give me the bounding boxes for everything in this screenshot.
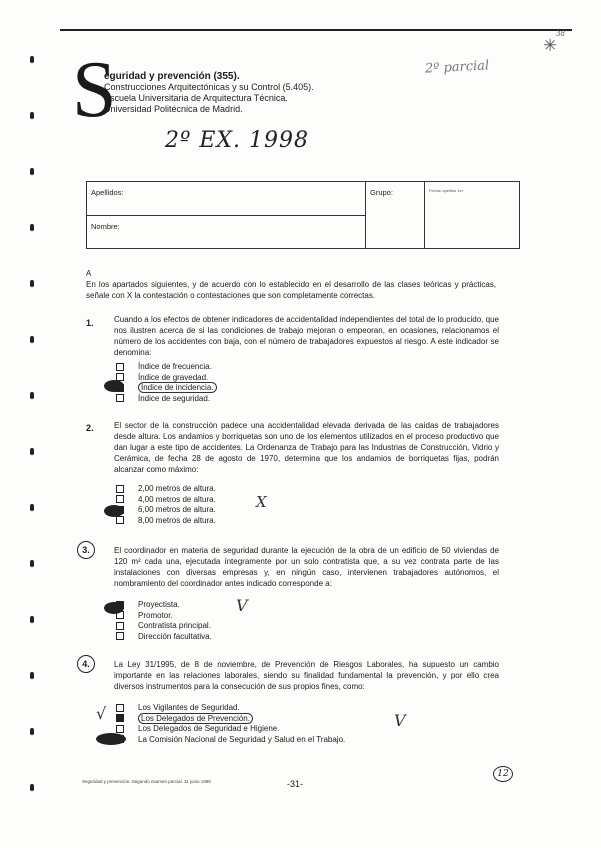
option-label: 4,00 metros de altura. — [138, 494, 216, 504]
option-item[interactable] — [116, 394, 217, 405]
instructions: En los apartados siguientes, y de acuerdo con lo establecido en el desarrollo de las clases teóricas y prácticas, señale con X la contestación o contestaciones que son completamente correctas. — [86, 280, 496, 300]
checkbox[interactable] — [116, 725, 124, 733]
student-form — [86, 181, 520, 249]
section-label: A — [86, 269, 92, 278]
option-item[interactable] — [116, 383, 217, 394]
page-corner-number: 38 — [556, 30, 565, 38]
option-label: Índice de gravedad. — [138, 372, 209, 382]
university-name: Universidad Politécnica de Madrid. — [104, 104, 243, 114]
question-text: Cuando a los efectos de obtener indicadores de accidentalidad independientes del total de lo producido, que nos ilustren acerca de si las condiciones de trabajo mejoran o empeoran, en ocasiones, relacionamos el número de los accidentes con baja, con el número de trabajadores expuestos al riesgo. A este indicador se denomina: — [114, 315, 499, 357]
option-label: Los Delegados de Seguridad e Higiene. — [138, 724, 280, 733]
option-label: Proyectista. — [138, 600, 180, 609]
option-item[interactable] — [116, 516, 216, 527]
answer-mark-icon — [104, 602, 124, 614]
option-item[interactable] — [116, 735, 345, 746]
option-label: La Comisión Nacional de Seguridad y Salud en el Trabajo. — [138, 734, 346, 744]
option-item[interactable] — [116, 714, 345, 725]
options-list — [116, 600, 212, 642]
option-label: Índice de incidencia. — [138, 382, 217, 393]
footer-note: Seguridad y prevención. Segundo examen parcial. 11 junio 1998 — [82, 779, 211, 784]
checkbox[interactable] — [116, 394, 124, 402]
header-block — [104, 71, 314, 115]
checkbox[interactable] — [116, 516, 124, 524]
option-item[interactable] — [116, 703, 345, 714]
course-subtitle: Construcciones Arquitectónicas y su Control (5.405). — [104, 82, 314, 92]
option-item[interactable] — [116, 362, 217, 373]
option-item[interactable] — [116, 505, 216, 516]
question-number: 3. — [77, 541, 95, 559]
checkbox[interactable] — [116, 704, 124, 712]
option-item[interactable] — [116, 600, 212, 611]
star-doodle-icon: ✳ — [543, 36, 558, 55]
option-label: 6,00 metros de altura. — [138, 505, 216, 514]
grader-check-mark: V — [394, 711, 406, 730]
option-label: Promotor. — [138, 610, 173, 620]
option-label: Los Delegados de Prevención. — [138, 713, 253, 724]
option-item[interactable] — [116, 611, 212, 622]
question-text: La Ley 31/1995, de 8 de noviembre, de Prevención de Riesgos Laborales, ha supuesto un cambio importante en las relaciones laborales, siendo su finalidad fundamental la prevención, y por ello crea diversos instrumentos para la consecución de sus propios fines, como: — [114, 660, 499, 691]
option-item[interactable] — [116, 632, 212, 643]
page-number: -31- — [287, 779, 304, 789]
nombre-field[interactable]: Nombre: — [87, 215, 366, 249]
options-list — [116, 703, 345, 745]
question-number: 2. — [86, 423, 94, 433]
option-item[interactable] — [116, 621, 212, 632]
checkbox[interactable] — [116, 485, 124, 493]
pencil-note: 2º parcial — [424, 58, 490, 77]
option-label: 8,00 metros de altura. — [138, 515, 216, 525]
option-item[interactable] — [116, 484, 216, 495]
top-rule — [60, 29, 572, 31]
checkbox[interactable] — [116, 622, 124, 630]
grader-x-mark: X — [256, 493, 267, 511]
checkbox[interactable] — [116, 363, 124, 371]
option-label: Índice de frecuencia. — [138, 362, 212, 371]
options-list — [116, 362, 217, 404]
course-title: eguridad y prevención (355). — [104, 71, 240, 82]
option-label: Los Vigilantes de Seguridad. — [138, 703, 240, 712]
option-label: Contratista principal. — [138, 621, 211, 630]
option-item[interactable] — [116, 724, 345, 735]
answer-mark-icon — [96, 733, 126, 745]
grupo-field[interactable]: Grupo: — [366, 182, 425, 249]
grader-check-mark: √ — [96, 704, 107, 723]
question-number: 4. — [77, 655, 95, 673]
exam-handwritten-title: 2º EX. 1998 — [165, 128, 310, 153]
apellidos-field[interactable]: Apellidos: — [87, 182, 366, 216]
question-number: 1. — [86, 318, 94, 328]
option-label: 2,00 metros de altura. — [138, 484, 216, 493]
school-name: Escuela Universitaria de Arquitectura Técnica. — [104, 93, 288, 103]
option-item[interactable] — [116, 495, 216, 506]
option-label: Índice de seguridad. — [138, 393, 211, 403]
option-label: Dirección facultativa. — [138, 631, 212, 641]
question-text: El coordinador en materia de seguridad durante la ejecución de la obra de un edificio de 50 viviendas de 120 m² cada una, ejecutada íntegramente por un solo contratista que, a su vez contrata parte de las instalaciones con diversas empresas y, en ningún caso, intervienen trabajadores autónomos, el nombramiento del coordinador antes indicado corresponde a: — [114, 546, 499, 588]
options-list — [116, 484, 216, 526]
checkbox[interactable] — [116, 495, 124, 503]
checkbox[interactable] — [116, 714, 124, 722]
grader-check-mark: V — [236, 596, 248, 615]
checkbox[interactable] — [116, 632, 124, 640]
circled-page-number: 12 — [493, 766, 513, 782]
answer-mark-icon — [104, 505, 124, 517]
form-small-label: Fecha/ apellido 1er — [425, 182, 520, 249]
header-initial: S — [72, 46, 117, 134]
question-text: El sector de la construcción padece una accidentalidad elevada derivada de las caídas de trabajadores desde altura. Los andamios y borriquetas son uno de los elementos utilizados en el proceso productivo que dan lugar a este tipo de accidentes. La Ordenanza de Trabajo para las Industrias de Construcción, Vidrio y Cerámica, de fecha 28 de agosto de 1970, determina que los andamios de borriquetas fijas, podrán alcanzar como máximo: — [114, 421, 499, 474]
answer-mark-icon — [104, 380, 124, 392]
